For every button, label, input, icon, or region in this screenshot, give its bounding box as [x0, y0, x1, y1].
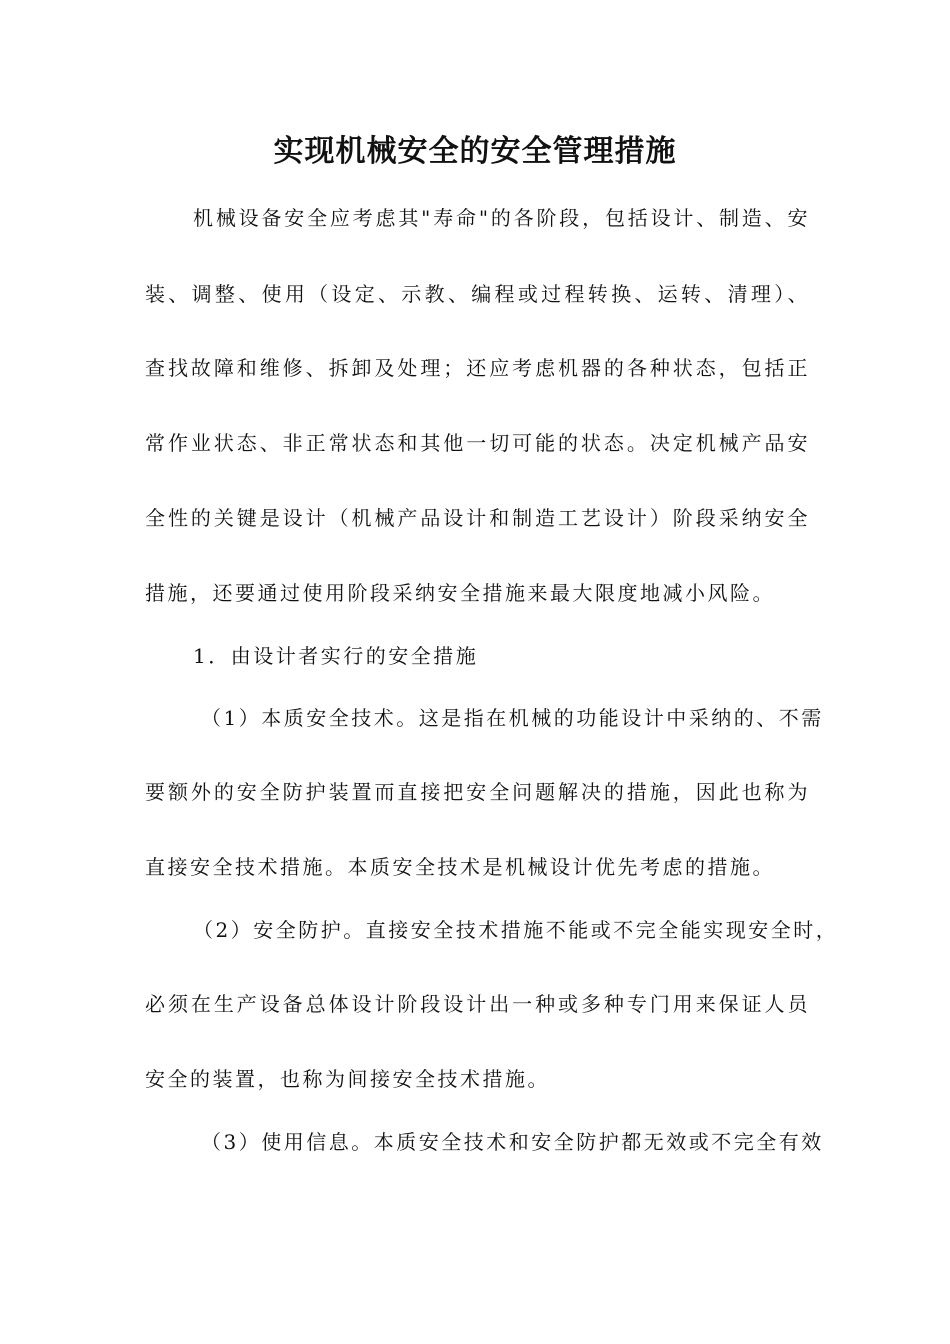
paragraph-line: （1）本质安全技术。这是指在机械的功能设计中采纳的、不需: [201, 706, 824, 730]
paragraph-line: 措施，还要通过使用阶段采纳安全措施来最大限度地减小风险。: [145, 581, 775, 605]
paragraph-line: 机械设备安全应考虑其"寿命"的各阶段，包括设计、制造、安: [193, 206, 810, 230]
section-heading: 1．由设计者实行的安全措施: [193, 644, 479, 668]
paragraph-line: 装、调整、使用（设定、示教、编程或过程转换、运转、清理）、: [145, 282, 810, 306]
paragraph-line: （2）安全防护。直接安全技术措施不能或不完全能实现安全时，: [193, 918, 839, 942]
paragraph-line: 直接安全技术措施。本质安全技术是机械设计优先考虑的措施。: [145, 855, 775, 879]
paragraph-line: 常作业状态、非正常状态和其他一切可能的状态。决定机械产品安: [145, 431, 810, 455]
paragraph-line: 要额外的安全防护装置而直接把安全问题解决的措施，因此也称为: [145, 780, 810, 804]
paragraph-line: 全性的关键是设计（机械产品设计和制造工艺设计）阶段采纳安全: [145, 506, 810, 530]
paragraph-line: 查找故障和维修、拆卸及处理；还应考虑机器的各种状态，包括正: [145, 356, 810, 380]
paragraph-line: 必须在生产设备总体设计阶段设计出一种或多种专门用来保证人员: [145, 992, 810, 1016]
page-title: 实现机械安全的安全管理措施: [273, 134, 677, 169]
paragraph-line: 安全的装置，也称为间接安全技术措施。: [145, 1067, 550, 1091]
paragraph-line: （3）使用信息。本质安全技术和安全防护都无效或不完全有效: [201, 1130, 824, 1154]
